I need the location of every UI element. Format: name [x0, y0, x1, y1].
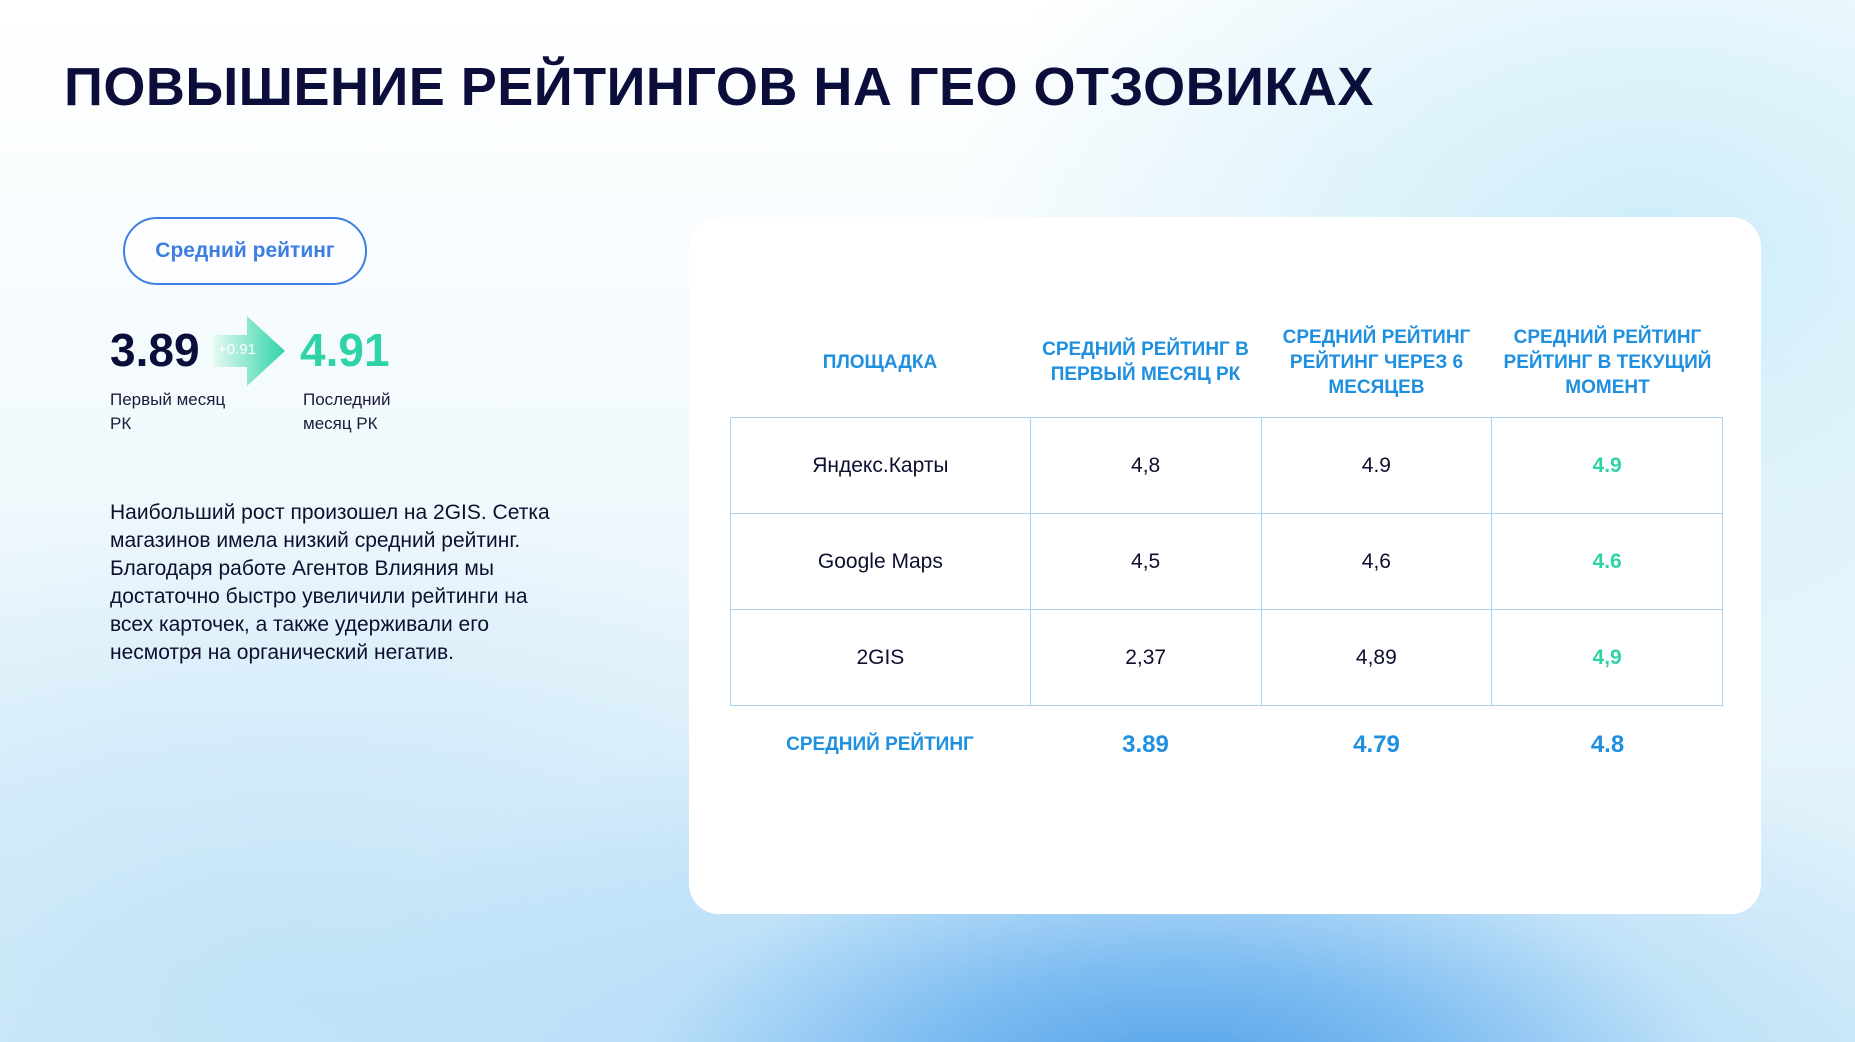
platform-cell: Яндекс.Карты: [731, 418, 1031, 514]
average-row-label: СРЕДНИЙ РЕЙТИНГ: [786, 734, 974, 755]
first-month-rating-value: 3.89: [110, 324, 200, 376]
six-months-cell: 4,6: [1261, 514, 1492, 610]
first-month-cell: 4,8: [1030, 418, 1261, 514]
current-cell: 4.9: [1492, 418, 1723, 514]
growth-description: Наибольший рост произошел на 2GIS. Сетка магазинов имела низкий средний рейтинг. Благодаря работе Агентов Влияния мы достаточно быстро увеличили рейтинги на всех карточек, а также удерживали его несмотря на органический негатив.: [110, 501, 550, 664]
last-month-caption: Последний месяц РК: [303, 390, 391, 433]
average-six-months: 4.79: [1353, 731, 1400, 758]
six-months-cell: 4.9: [1261, 418, 1492, 514]
header-platform: ПЛОЩАДКА: [822, 351, 938, 373]
platform-cell: Google Maps: [731, 514, 1031, 610]
header-six-months: СРЕДНИЙ РЕЙТИНГ РЕЙТИНГ ЧЕРЕЗ 6 МЕСЯЦЕВ: [1282, 326, 1471, 398]
average-rating-badge: Средний рейтинг: [123, 217, 367, 285]
header-first-month: СРЕДНИЙ РЕЙТИНГ В ПЕРВЫЙ МЕСЯЦ РК: [1042, 339, 1249, 385]
platform-cell: 2GIS: [731, 610, 1031, 706]
first-month-cell: 4,5: [1030, 514, 1261, 610]
table-row: [731, 514, 1723, 610]
first-month-cell: 2,37: [1030, 610, 1261, 706]
header-current: СРЕДНИЙ РЕЙТИНГ РЕЙТИНГ В ТЕКУЩИЙ МОМЕНТ: [1503, 326, 1712, 398]
average-first-month: 3.89: [1122, 731, 1169, 758]
rating-delta: +0.91: [218, 341, 256, 358]
table-row: [731, 610, 1723, 706]
ratings-table-card: [689, 217, 1761, 914]
average-current: 4.8: [1590, 731, 1625, 758]
table-row: [731, 418, 1723, 514]
page-title: ПОВЫШЕНИЕ РЕЙТИНГОВ НА ГЕО ОТЗОВИКАХ: [64, 57, 1374, 117]
ratings-table: [730, 417, 1723, 706]
current-cell: 4,9: [1492, 610, 1723, 706]
six-months-cell: 4,89: [1261, 610, 1492, 706]
last-month-rating-value: 4.91: [300, 324, 390, 376]
current-cell: 4.6: [1492, 514, 1723, 610]
first-month-caption: Первый месяц РК: [110, 390, 226, 433]
